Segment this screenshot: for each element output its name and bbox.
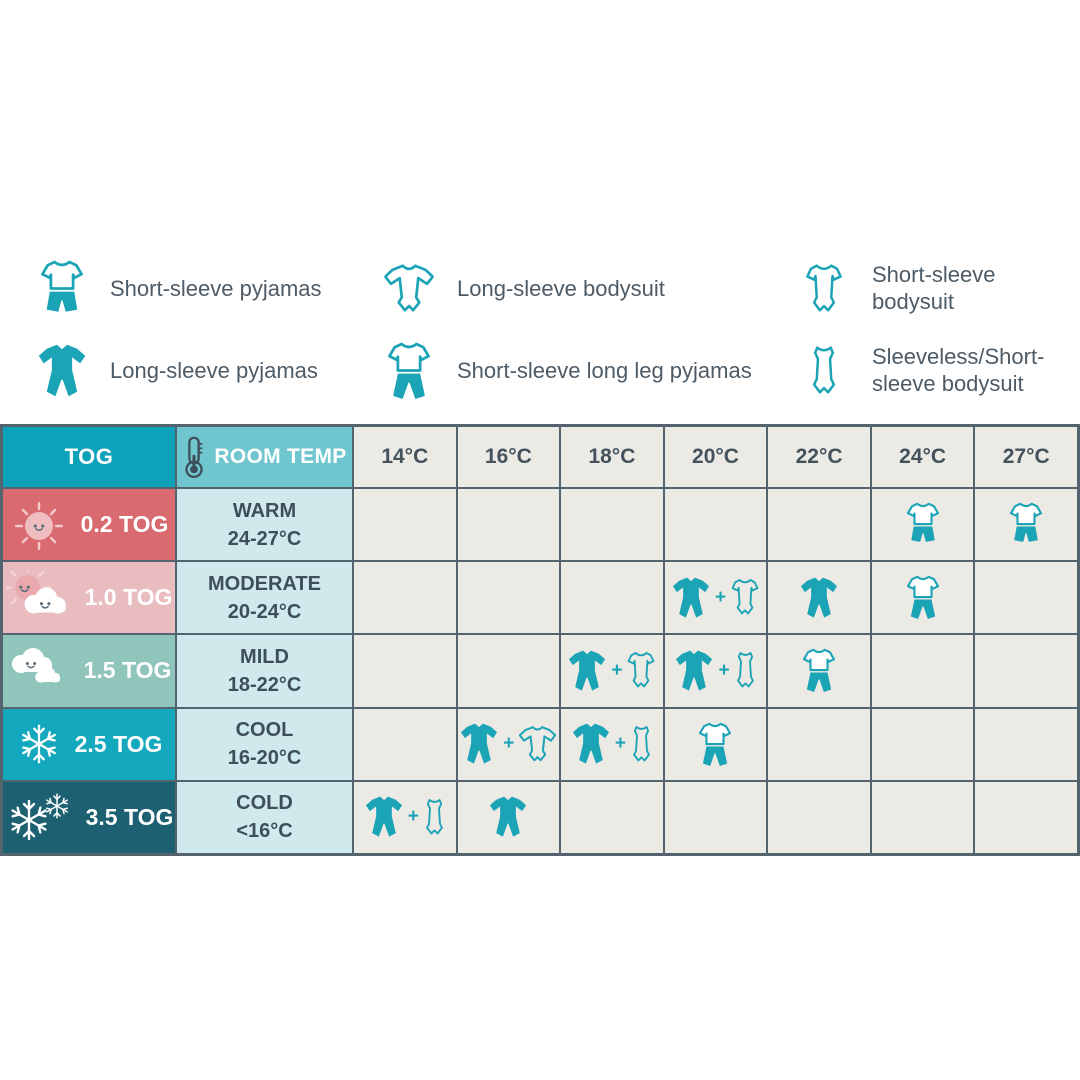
legend-label: Short-sleeve bodysuit	[872, 262, 996, 314]
outfit-cell	[561, 782, 663, 853]
legend-item	[38, 330, 385, 412]
long-sleeve-pyjamas-icon	[460, 722, 498, 766]
long-sleeve-pyjamas-icon	[568, 649, 606, 693]
header-temp-cell: 24°C	[872, 427, 974, 487]
outfit-cell	[872, 562, 974, 633]
tog-label: 1.5 TOG	[83, 657, 172, 684]
clouds-icon	[7, 647, 71, 695]
short-sleeve-pyjamas-icon	[38, 258, 85, 319]
header-temp-cell: 16°C	[458, 427, 560, 487]
tog-chart-table	[0, 424, 1080, 856]
legend-item	[385, 330, 800, 412]
tog-label: 3.5 TOG	[85, 803, 174, 830]
sleeveless-bodysuit-icon	[735, 651, 756, 690]
legend-label: Short-sleeve pyjamas	[110, 275, 322, 301]
outfit-cell	[872, 635, 974, 706]
outfit-cell	[665, 709, 767, 780]
tog-label: 1.0 TOG	[84, 584, 173, 611]
outfit-cell	[768, 562, 870, 633]
short-sleeve-bodysuit-icon	[731, 578, 759, 617]
outfit-cell	[768, 635, 870, 706]
outfit-cell	[975, 562, 1077, 633]
header-room-temp-cell	[177, 427, 352, 487]
outfit-cell	[354, 489, 456, 560]
long-sleeve-pyjamas-icon	[489, 795, 527, 839]
outfit-cell	[458, 782, 560, 853]
room-temp-label: COOL	[235, 719, 294, 742]
outfit-cell	[458, 709, 560, 780]
garment-legend	[38, 248, 1048, 412]
outfit-cell	[458, 562, 560, 633]
room-temp-label: MILD	[240, 645, 289, 668]
outfit-cell	[458, 635, 560, 706]
short-sleeve-long-leg-pyjamas-icon	[385, 340, 432, 401]
room-temp-cell	[177, 562, 352, 633]
room-temp-range: 20-24°C	[227, 600, 302, 623]
legend-label: Long-sleeve pyjamas	[110, 357, 318, 383]
header-temp-cell: 27°C	[975, 427, 1077, 487]
outfit-cell	[354, 635, 456, 706]
room-temp-cell	[177, 709, 352, 780]
room-temp-range: <16°C	[236, 820, 293, 843]
outfit-cell	[561, 489, 663, 560]
room-temp-range: 16-20°C	[227, 747, 302, 770]
room-temp-label: MODERATE	[208, 572, 321, 595]
outfit-cell	[975, 489, 1077, 560]
sun-cloud-icon	[6, 570, 72, 626]
short-sleeve-pyjamas-icon	[1008, 501, 1044, 548]
outfit-cell	[768, 782, 870, 853]
long-sleeve-bodysuit-icon	[384, 263, 434, 315]
legend-item	[38, 248, 385, 330]
plus-sign: +	[714, 586, 727, 608]
tog-row-header	[3, 709, 175, 780]
outfit-cell	[768, 489, 870, 560]
header-temp-cell: 14°C	[354, 427, 456, 487]
snowflake-icon	[16, 721, 62, 767]
sleeveless-bodysuit-icon	[631, 725, 652, 764]
thermometer-icon	[182, 436, 206, 479]
room-temp-cell	[177, 782, 352, 853]
long-sleeve-pyjamas-icon	[800, 576, 838, 620]
tog-row-header	[3, 635, 175, 706]
room-temp-range: 18-22°C	[227, 673, 302, 696]
outfit-cell	[975, 635, 1077, 706]
outfit-cell	[354, 562, 456, 633]
tog-label: 2.5 TOG	[74, 730, 163, 757]
outfit-cell	[665, 782, 767, 853]
short-sleeve-pyjamas-icon	[905, 501, 941, 548]
short-sleeve-long-leg-pyjamas-icon	[801, 647, 837, 694]
header-room-temp-label: ROOM TEMP	[214, 445, 347, 468]
outfit-cell	[872, 489, 974, 560]
legend-label: Sleeveless/Short-sleeve bodysuit	[872, 344, 1045, 396]
plus-sign: +	[611, 659, 623, 681]
room-temp-cell	[177, 489, 352, 560]
outfit-cell	[872, 782, 974, 853]
legend-item	[800, 330, 1048, 412]
outfit-cell	[561, 635, 663, 706]
outfit-cell	[354, 782, 456, 853]
plus-sign: +	[718, 659, 730, 681]
header-tog-cell: TOG	[3, 427, 175, 487]
outfit-cell	[561, 562, 663, 633]
outfit-cell	[665, 562, 767, 633]
long-sleeve-pyjamas-icon	[37, 343, 87, 400]
legend-item	[385, 248, 800, 330]
room-temp-cell	[177, 635, 352, 706]
sleeveless-bodysuit-icon	[424, 798, 445, 837]
outfit-cell	[561, 709, 663, 780]
tog-row-header	[3, 782, 175, 853]
short-sleeve-bodysuit-icon	[805, 263, 843, 315]
tog-row-header	[3, 562, 175, 633]
plus-sign: +	[503, 733, 515, 755]
plus-sign: +	[614, 733, 626, 755]
long-sleeve-pyjamas-icon	[672, 576, 710, 620]
long-sleeve-pyjamas-icon	[675, 649, 713, 693]
outfit-cell	[975, 709, 1077, 780]
long-sleeve-pyjamas-icon	[572, 722, 610, 766]
double-snowflake-icon	[5, 791, 73, 843]
legend-item	[800, 248, 1048, 330]
outfit-cell	[458, 489, 560, 560]
sleeveless-bodysuit-icon	[810, 345, 838, 397]
outfit-cell	[975, 782, 1077, 853]
outfit-cell	[665, 635, 767, 706]
outfit-cell	[665, 489, 767, 560]
plus-sign: +	[407, 806, 419, 828]
sun-icon	[10, 496, 68, 554]
short-sleeve-long-leg-pyjamas-icon	[697, 721, 733, 768]
outfit-cell	[872, 709, 974, 780]
short-sleeve-long-leg-pyjamas-icon	[905, 574, 941, 621]
outfit-cell	[768, 709, 870, 780]
legend-label: Short-sleeve long leg pyjamas	[457, 357, 752, 383]
room-temp-range: 24-27°C	[227, 527, 302, 550]
header-temp-cell: 20°C	[665, 427, 767, 487]
tog-label: 0.2 TOG	[80, 511, 169, 538]
long-sleeve-pyjamas-icon	[365, 795, 403, 839]
header-temp-cell: 22°C	[768, 427, 870, 487]
header-temp-cell: 18°C	[561, 427, 663, 487]
legend-label: Long-sleeve bodysuit	[457, 275, 665, 301]
tog-row-header	[3, 489, 175, 560]
room-temp-label: COLD	[236, 792, 293, 815]
long-sleeve-bodysuit-icon	[519, 725, 556, 764]
room-temp-label: WARM	[232, 499, 297, 522]
outfit-cell	[354, 709, 456, 780]
short-sleeve-bodysuit-icon	[627, 651, 655, 690]
